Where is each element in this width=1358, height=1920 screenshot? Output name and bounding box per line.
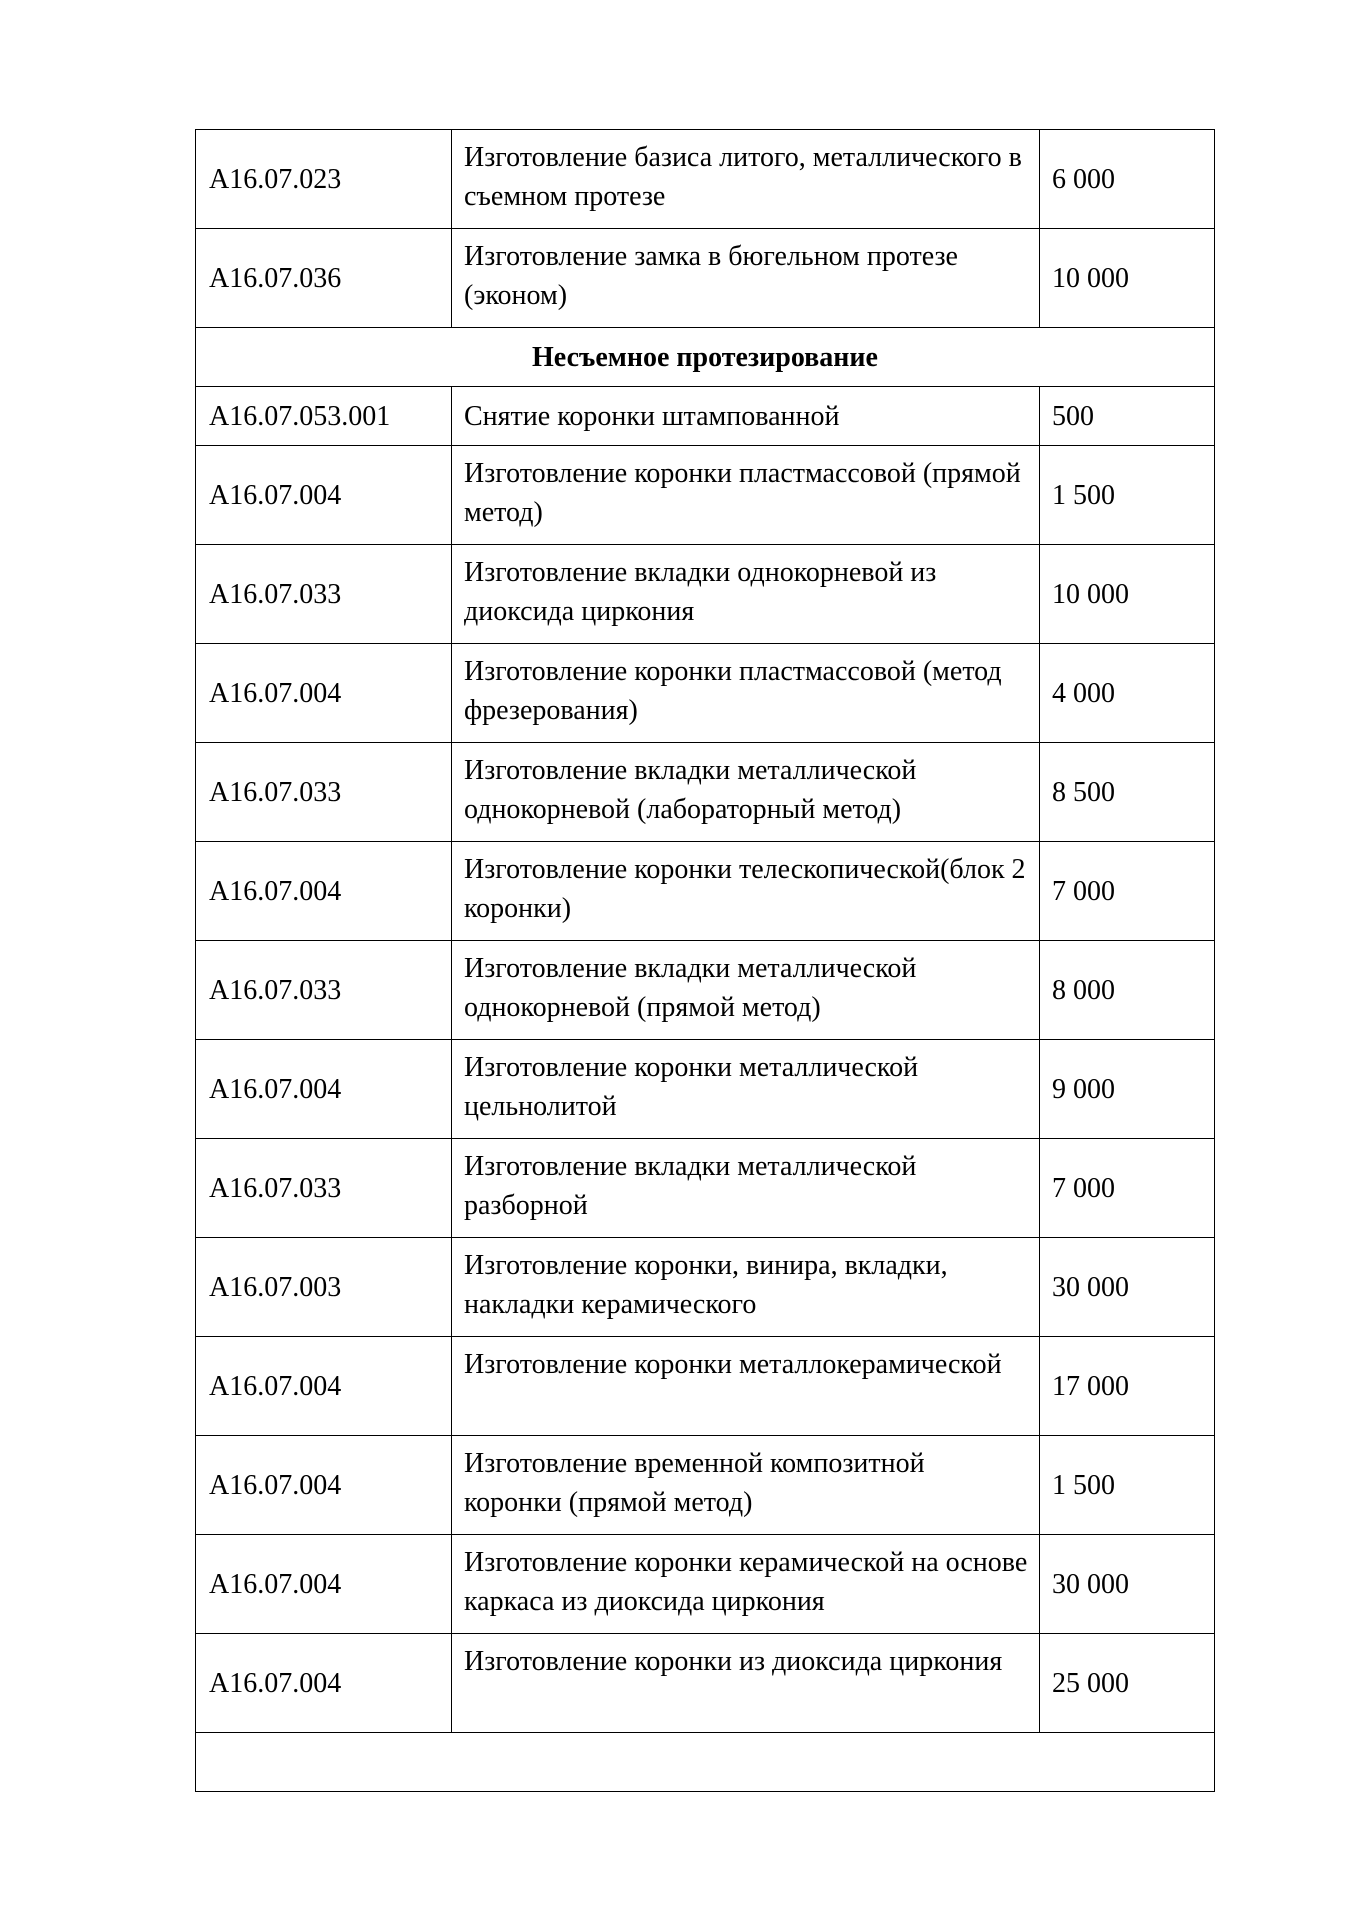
table-row [196, 1040, 1215, 1139]
table-row [196, 130, 1215, 229]
table-row [196, 387, 1215, 446]
service-name: Изготовление вкладки металлической однокорневой (прямой метод) [452, 941, 1040, 1040]
service-code: А16.07.004 [196, 446, 452, 545]
table-row [196, 229, 1215, 328]
service-code: А16.07.004 [196, 1337, 452, 1436]
service-code: А16.07.033 [196, 545, 452, 644]
service-code: А16.07.004 [196, 842, 452, 941]
service-code: А16.07.004 [196, 644, 452, 743]
empty-row [196, 1733, 1215, 1792]
service-name: Изготовление коронки, винира, вкладки, накладки керамического [452, 1238, 1040, 1337]
empty-cell [196, 1733, 1215, 1792]
service-name: Изготовление вкладки металлической разборной [452, 1139, 1040, 1238]
service-price: 8 000 [1040, 941, 1215, 1040]
table-row [196, 1337, 1215, 1436]
table-row [196, 743, 1215, 842]
service-price: 17 000 [1040, 1337, 1215, 1436]
service-name: Изготовление коронки металлической цельнолитой [452, 1040, 1040, 1139]
service-name: Изготовление коронки пластмассовой (метод фрезерования) [452, 644, 1040, 743]
service-price: 7 000 [1040, 842, 1215, 941]
service-name: Изготовление коронки из диоксида циркония [452, 1634, 1040, 1733]
service-code: А16.07.036 [196, 229, 452, 328]
service-price: 8 500 [1040, 743, 1215, 842]
service-price: 30 000 [1040, 1238, 1215, 1337]
service-name: Изготовление вкладки однокорневой из диоксида циркония [452, 545, 1040, 644]
service-price: 9 000 [1040, 1040, 1215, 1139]
table-row [196, 842, 1215, 941]
table-row [196, 545, 1215, 644]
service-price: 4 000 [1040, 644, 1215, 743]
service-name: Изготовление коронки керамической на основе каркаса из диоксида циркония [452, 1535, 1040, 1634]
service-code: А16.07.053.001 [196, 387, 452, 446]
table-row [196, 644, 1215, 743]
service-price: 500 [1040, 387, 1215, 446]
service-code: А16.07.033 [196, 941, 452, 1040]
service-name: Снятие коронки штампованной [452, 387, 1040, 446]
service-name: Изготовление базиса литого, металлического в съемном протезе [452, 130, 1040, 229]
table-row [196, 1238, 1215, 1337]
service-price: 7 000 [1040, 1139, 1215, 1238]
service-code: А16.07.004 [196, 1535, 452, 1634]
table-row [196, 1139, 1215, 1238]
service-name: Изготовление вкладки металлической однокорневой (лабораторный метод) [452, 743, 1040, 842]
service-price: 10 000 [1040, 229, 1215, 328]
service-price: 10 000 [1040, 545, 1215, 644]
service-code: А16.07.033 [196, 743, 452, 842]
service-name: Изготовление временной композитной коронки (прямой метод) [452, 1436, 1040, 1535]
service-name: Изготовление коронки пластмассовой (прямой метод) [452, 446, 1040, 545]
table-row [196, 1535, 1215, 1634]
service-code: А16.07.004 [196, 1436, 452, 1535]
service-price: 6 000 [1040, 130, 1215, 229]
service-code: А16.07.003 [196, 1238, 452, 1337]
service-name: Изготовление коронки телескопической(блок 2 коронки) [452, 842, 1040, 941]
table-row [196, 941, 1215, 1040]
service-code: А16.07.004 [196, 1040, 452, 1139]
table-row [196, 1436, 1215, 1535]
service-price: 1 500 [1040, 1436, 1215, 1535]
service-name: Изготовление коронки металлокерамической [452, 1337, 1040, 1436]
service-code: А16.07.033 [196, 1139, 452, 1238]
service-price: 25 000 [1040, 1634, 1215, 1733]
table-row [196, 1634, 1215, 1733]
service-price: 1 500 [1040, 446, 1215, 545]
section-header-row [196, 328, 1215, 387]
section-title: Несъемное протезирование [196, 328, 1215, 387]
service-price: 30 000 [1040, 1535, 1215, 1634]
price-table [195, 129, 1215, 1792]
service-name: Изготовление замка в бюгельном протезе (эконом) [452, 229, 1040, 328]
table-row [196, 446, 1215, 545]
service-code: А16.07.004 [196, 1634, 452, 1733]
service-code: А16.07.023 [196, 130, 452, 229]
